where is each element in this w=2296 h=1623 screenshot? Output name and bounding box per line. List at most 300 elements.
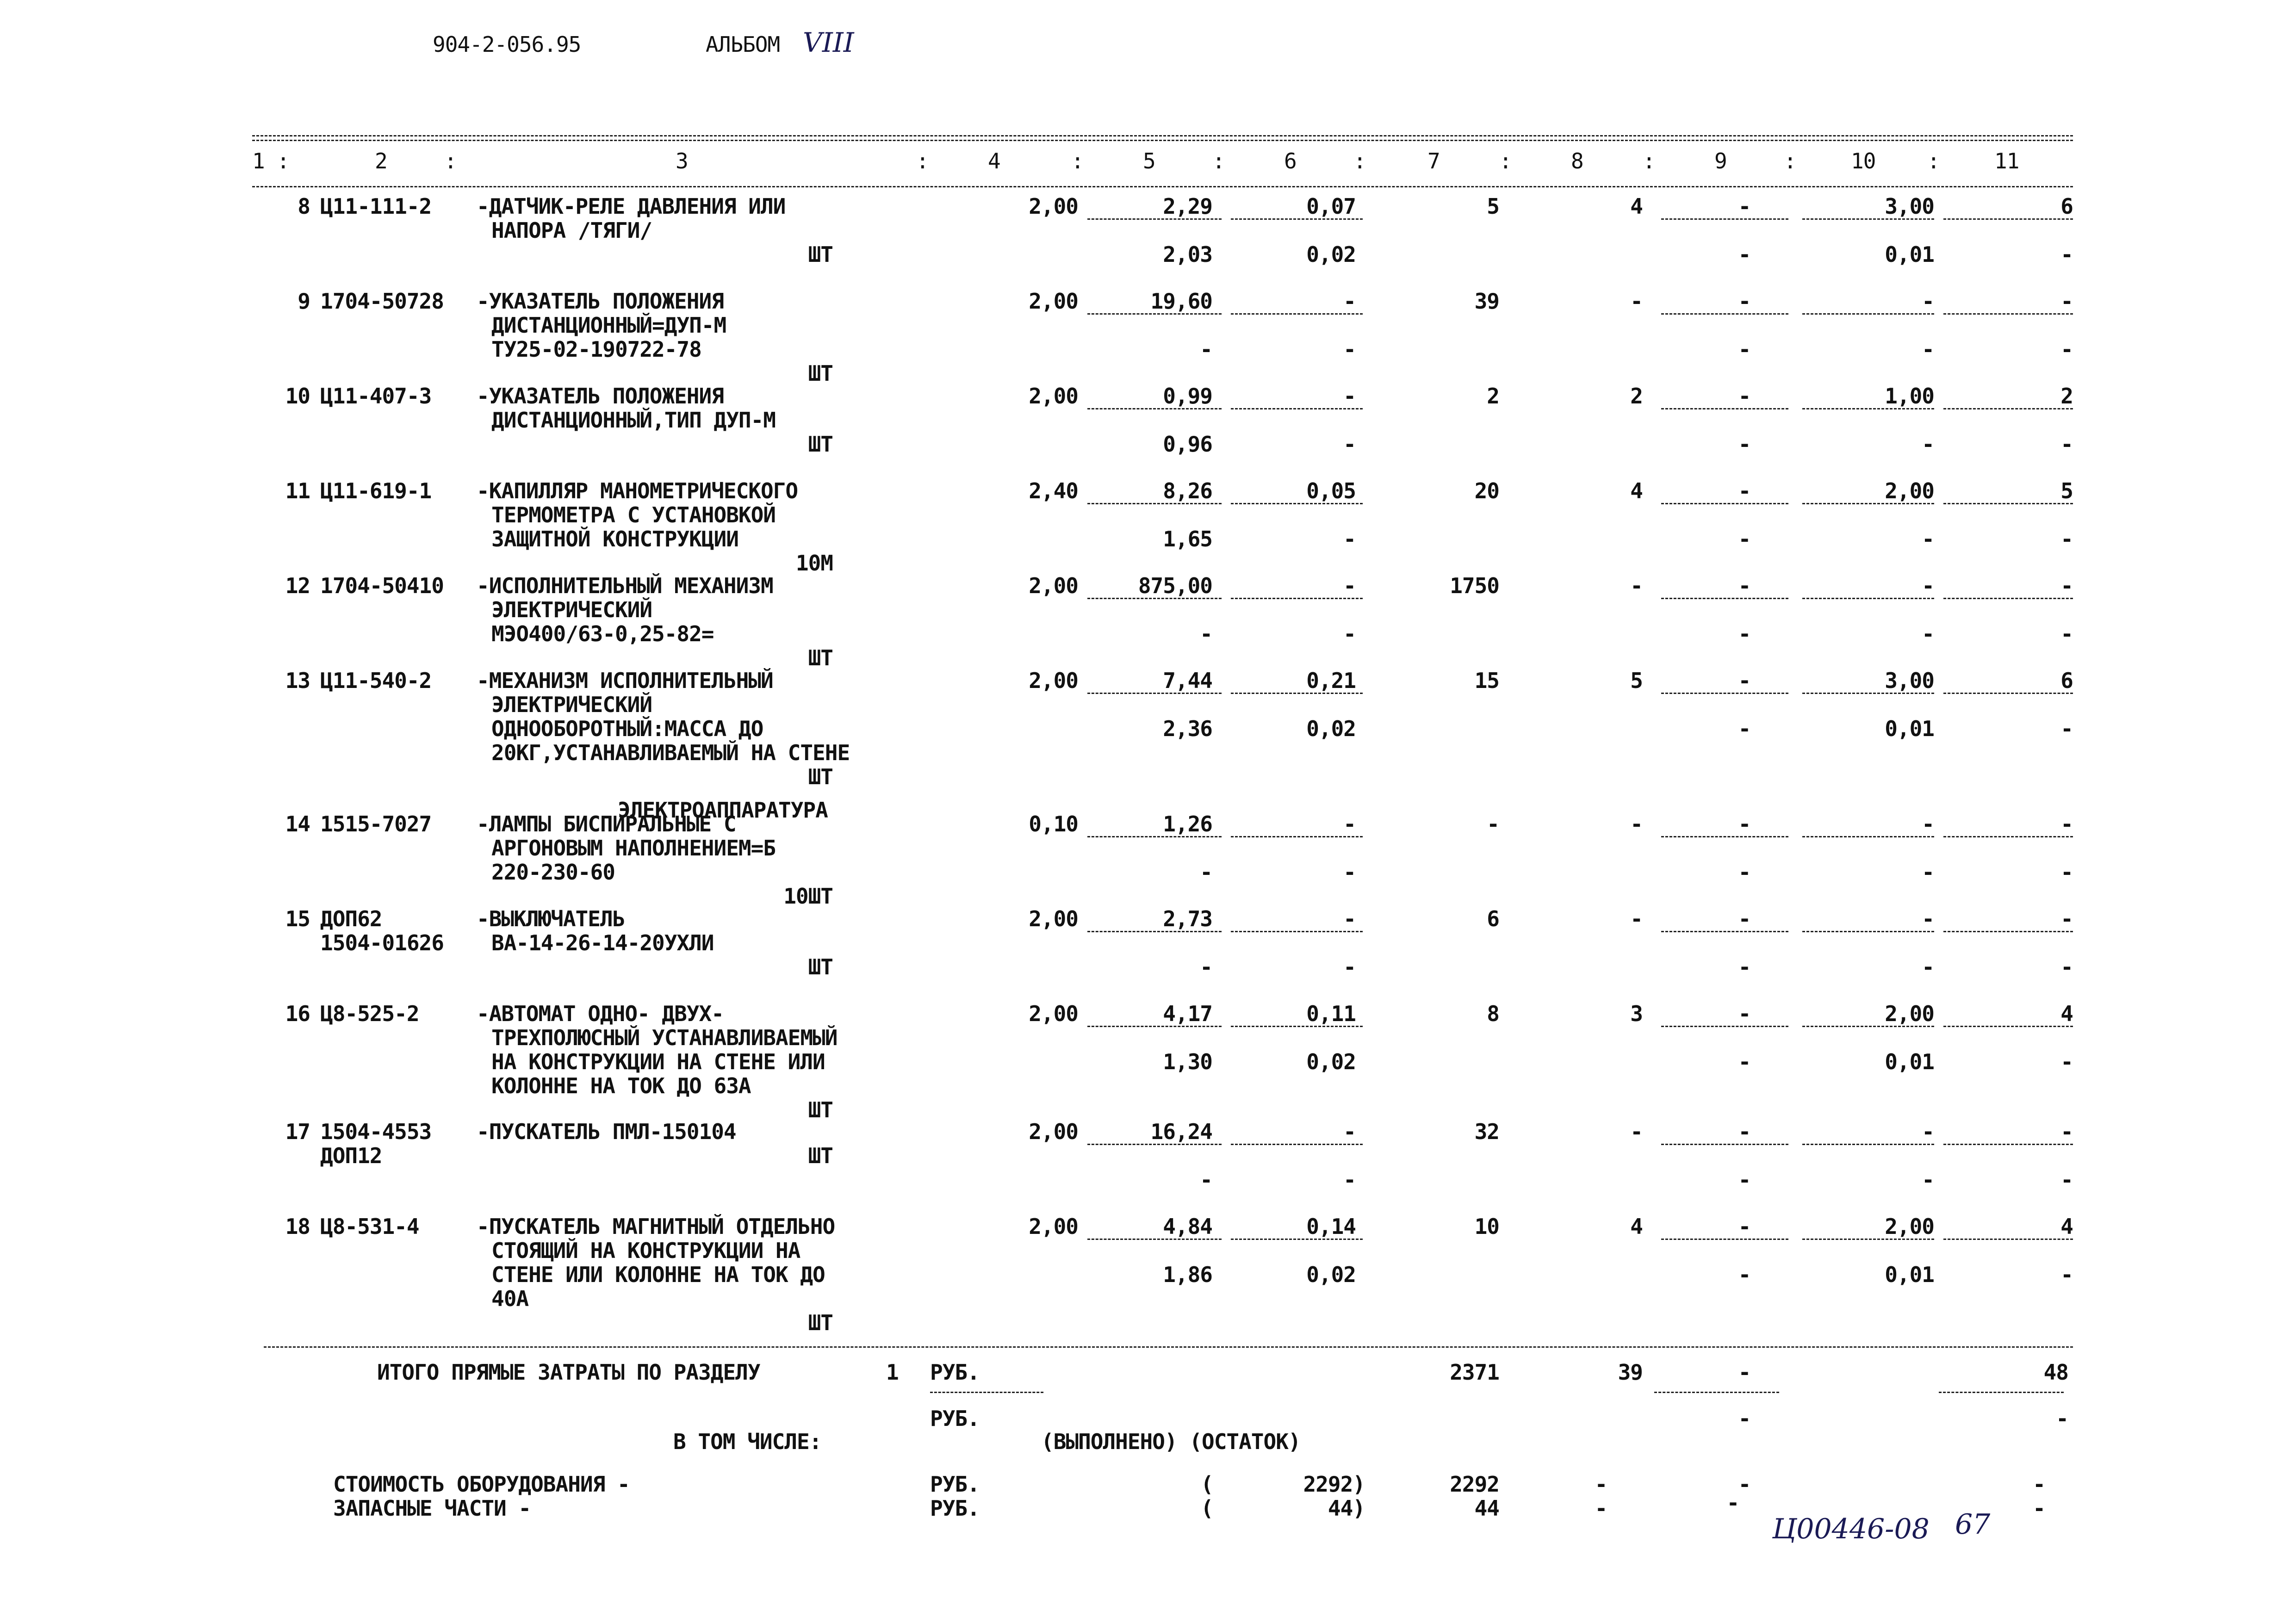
cell-divider <box>1802 598 1934 599</box>
cell-divider <box>1943 598 2073 599</box>
column-header: 1 : <box>252 149 290 173</box>
row-c8: - <box>1630 812 1643 836</box>
row-name-line: ТУ25-02-190722-78 <box>491 337 701 362</box>
column-header: 9 <box>1714 149 1727 173</box>
row-c11-bottom: - <box>2060 716 2073 741</box>
row-name-line: -УКАЗАТЕЛЬ ПОЛОЖЕНИЯ <box>477 384 724 409</box>
row-number: 18 <box>285 1214 310 1239</box>
row-c4: 2,00 <box>1029 573 1078 598</box>
row-c9-top: - <box>1738 289 1751 314</box>
row-name-line: -ДАТЧИК-РЕЛЕ ДАВЛЕНИЯ ИЛИ <box>477 194 786 219</box>
row-c6-bottom: 0,02 <box>1306 716 1356 741</box>
row-c5-bottom: 0,96 <box>1163 432 1212 457</box>
equipment-cost-done: 2292) <box>1303 1472 1365 1497</box>
row-c10-top: 3,00 <box>1885 668 1934 693</box>
row-c5-top: 8,26 <box>1163 478 1212 503</box>
row-c9-top: - <box>1738 194 1751 219</box>
row-c10-bottom: - <box>1922 860 1934 885</box>
equipment-cost-label: СТОИМОСТЬ ОБОРУДОВАНИЯ - <box>333 1472 630 1497</box>
row-c5-top: 19,60 <box>1150 289 1212 314</box>
cell-divider <box>1087 693 1222 694</box>
totals-label: ИТОГО ПРЯМЫЕ ЗАТРАТЫ ПО РАЗДЕЛУ <box>377 1360 760 1385</box>
row-c9-bottom: - <box>1738 860 1751 885</box>
row-c7: 32 <box>1474 1119 1499 1144</box>
row-name-line: ТРЕХПОЛЮСНЫЙ УСТАНАВЛИВАЕМЫЙ <box>491 1025 838 1050</box>
row-c11-top: 6 <box>2060 194 2073 219</box>
row-c11-top: - <box>2060 906 2073 931</box>
row-c5-top: 4,17 <box>1163 1001 1212 1026</box>
row-unit: ШТ <box>808 432 833 457</box>
row-c8: - <box>1630 1119 1643 1144</box>
row-code: Ц8-531-4 <box>320 1214 419 1239</box>
row-name-line: -ЛАМПЫ БИСПИРАЛЬНЫЕ С <box>477 812 736 836</box>
row-number: 15 <box>285 906 310 931</box>
equipment-cost-c7: 2292 <box>1450 1472 1499 1497</box>
row-c5-top: 2,73 <box>1163 906 1212 931</box>
row-c9-top: - <box>1738 384 1751 409</box>
totals-rule <box>264 1346 2073 1348</box>
row-c6-bottom: 0,02 <box>1306 1049 1356 1074</box>
row-c9-top: - <box>1738 1119 1751 1144</box>
row-c11-bottom: - <box>2060 954 2073 979</box>
including-label: В ТОМ ЧИСЛЕ: <box>673 1429 822 1454</box>
row-c9-bottom: - <box>1738 1262 1751 1287</box>
totals-c9b: - <box>1738 1406 1751 1431</box>
row-c8: 5 <box>1630 668 1643 693</box>
cell-divider <box>1087 218 1222 220</box>
cell-divider <box>1943 313 2073 315</box>
row-c10-top: - <box>1922 1119 1934 1144</box>
column-header: : <box>1643 149 1655 173</box>
row-c10-bottom: - <box>1922 1167 1934 1192</box>
row-code: 1704-50728 <box>320 289 444 314</box>
row-code: ДОП62 <box>320 906 382 931</box>
cell-divider <box>1231 1239 1363 1240</box>
row-name-line: -МЕХАНИЗМ ИСПОЛНИТЕЛЬНЫЙ <box>477 668 773 693</box>
row-c9-bottom: - <box>1738 716 1751 741</box>
row-c6-top: - <box>1343 573 1356 598</box>
row-c11-top: 4 <box>2060 1001 2073 1026</box>
header-top-rule <box>252 135 2073 136</box>
totals-c11b: - <box>2056 1406 2068 1431</box>
column-header: 11 <box>1994 149 2019 173</box>
row-number: 11 <box>285 478 310 503</box>
row-c10-top: 2,00 <box>1885 1214 1934 1239</box>
row-c10-bottom: - <box>1922 954 1934 979</box>
row-c8: 4 <box>1630 194 1643 219</box>
row-c10-top: 2,00 <box>1885 478 1934 503</box>
row-name-line: 40А <box>491 1286 529 1311</box>
row-c8: - <box>1630 573 1643 598</box>
row-c7: - <box>1487 812 1499 836</box>
row-name-line: -ПУСКАТЕЛЬ МАГНИТНЫЙ ОТДЕЛЬНО <box>477 1214 835 1239</box>
spare-parts-rub: РУБ. <box>930 1496 980 1521</box>
row-c11-bottom: - <box>2060 337 2073 362</box>
row-name-line: АРГОНОВЫМ НАПОЛНЕНИЕМ=Б <box>491 836 776 861</box>
row-name-line: НАПОРА /ТЯГИ/ <box>491 218 652 243</box>
row-name-line: ОДНООБОРОТНЫЙ:МАССА ДО <box>491 716 763 741</box>
album-label: АЛЬБОМ <box>706 32 780 57</box>
row-c5-top: 0,99 <box>1163 384 1212 409</box>
row-code: ДОП12 <box>320 1143 382 1168</box>
totals-sub-rule-c <box>1939 1392 2064 1393</box>
row-c9-top: - <box>1738 1214 1751 1239</box>
row-name-line: -ПУСКАТЕЛЬ ПМЛ-150104 <box>477 1119 736 1144</box>
spare-parts-done: 44) <box>1328 1496 1365 1521</box>
row-c6-bottom: 0,02 <box>1306 1262 1356 1287</box>
equipment-cost-rub: РУБ. <box>930 1472 980 1497</box>
cell-divider <box>1661 1026 1788 1027</box>
row-unit: ШТ <box>808 954 833 979</box>
row-c7: 1750 <box>1450 573 1499 598</box>
row-c10-top: - <box>1922 812 1934 836</box>
row-c9-bottom: - <box>1738 527 1751 551</box>
cell-divider <box>1087 408 1222 409</box>
row-name-line: СТОЯЩИЙ НА КОНСТРУКЦИИ НА <box>491 1238 800 1263</box>
row-c6-top: 0,21 <box>1306 668 1356 693</box>
equipment-cost-c11: - <box>2033 1472 2045 1497</box>
column-header: : <box>1927 149 1940 173</box>
cell-divider <box>1231 836 1363 837</box>
row-c5-bottom: - <box>1200 337 1212 362</box>
row-name-line: ВА-14-26-14-20УХЛИ <box>491 930 714 955</box>
row-c4: 2,00 <box>1029 194 1078 219</box>
column-header: : <box>916 149 929 173</box>
row-c4: 2,00 <box>1029 289 1078 314</box>
row-c6-bottom: - <box>1343 621 1356 646</box>
cell-divider <box>1661 313 1788 315</box>
row-name-line: ДИСТАНЦИОННЫЙ,ТИП ДУП-М <box>491 408 776 433</box>
column-header: 7 <box>1427 149 1440 173</box>
totals-sub-rule-a <box>930 1392 1043 1393</box>
row-c9-top: - <box>1738 812 1751 836</box>
totals-section: 1 <box>886 1360 899 1385</box>
row-c6-top: 0,05 <box>1306 478 1356 503</box>
row-c9-top: - <box>1738 478 1751 503</box>
row-number: 10 <box>285 384 310 409</box>
cell-divider <box>1231 408 1363 409</box>
row-c6-bottom: - <box>1343 337 1356 362</box>
row-c5-bottom: - <box>1200 860 1212 885</box>
cell-divider <box>1661 1144 1788 1145</box>
row-code: 1515-7027 <box>320 812 432 836</box>
cell-divider <box>1943 931 2073 932</box>
cell-divider <box>1661 836 1788 837</box>
row-c11-top: - <box>2060 573 2073 598</box>
row-c6-top: 0,07 <box>1306 194 1356 219</box>
cell-divider <box>1802 313 1934 315</box>
row-number: 13 <box>285 668 310 693</box>
row-number: 17 <box>285 1119 310 1144</box>
cell-divider <box>1802 836 1934 837</box>
cell-divider <box>1231 693 1363 694</box>
cell-divider <box>1802 408 1934 409</box>
row-c11-bottom: - <box>2060 1262 2073 1287</box>
row-c8: 4 <box>1630 1214 1643 1239</box>
cell-divider <box>1661 408 1788 409</box>
row-number: 16 <box>285 1001 310 1026</box>
row-code: Ц8-525-2 <box>320 1001 419 1026</box>
row-c9-top: - <box>1738 906 1751 931</box>
cell-divider <box>1943 1239 2073 1240</box>
row-c5-top: 7,44 <box>1163 668 1212 693</box>
row-unit: ШТ <box>808 645 833 670</box>
row-c11-top: - <box>2060 289 2073 314</box>
cell-divider <box>1661 503 1788 504</box>
totals-rub-1: РУБ. <box>930 1360 980 1385</box>
row-c11-top: - <box>2060 812 2073 836</box>
row-name-line: ДИСТАНЦИОННЫЙ=ДУП-М <box>491 313 726 338</box>
row-c6-bottom: - <box>1343 527 1356 551</box>
row-c5-bottom: - <box>1200 1167 1212 1192</box>
row-code: 1504-4553 <box>320 1119 432 1144</box>
column-header: : <box>1353 149 1366 173</box>
row-c9-bottom: - <box>1738 954 1751 979</box>
row-c7: 15 <box>1474 668 1499 693</box>
equipment-cost-c8: - <box>1595 1472 1607 1497</box>
row-c9-top: - <box>1738 668 1751 693</box>
cell-divider <box>1802 1026 1934 1027</box>
column-header: 8 <box>1571 149 1583 173</box>
column-header: : <box>1212 149 1225 173</box>
column-header: 5 <box>1143 149 1155 173</box>
cell-divider <box>1087 1144 1222 1145</box>
row-c6-bottom: 0,02 <box>1306 242 1356 267</box>
row-c11-bottom: - <box>2060 527 2073 551</box>
row-c11-bottom: - <box>2060 242 2073 267</box>
row-c10-top: 2,00 <box>1885 1001 1934 1026</box>
row-c10-top: - <box>1922 906 1934 931</box>
row-c7: 10 <box>1474 1214 1499 1239</box>
row-unit: ШТ <box>808 242 833 267</box>
column-header: 4 <box>988 149 1000 173</box>
cell-divider <box>1087 313 1222 315</box>
row-unit: ШТ <box>808 1143 833 1168</box>
row-name-line: -ВЫКЛЮЧАТЕЛЬ <box>477 906 625 931</box>
row-c4: 2,40 <box>1029 478 1078 503</box>
row-name-line: ЗАЩИТНОЙ КОНСТРУКЦИИ <box>491 527 738 551</box>
row-code: Ц11-407-3 <box>320 384 432 409</box>
cell-divider <box>1231 503 1363 504</box>
row-c4: 2,00 <box>1029 668 1078 693</box>
row-c6-top: - <box>1343 812 1356 836</box>
row-c10-bottom: 0,01 <box>1885 1049 1934 1074</box>
cell-divider <box>1231 313 1363 315</box>
row-c11-bottom: - <box>2060 1049 2073 1074</box>
row-c9-bottom: - <box>1738 1167 1751 1192</box>
cell-divider <box>1943 218 2073 220</box>
row-c5-top: 4,84 <box>1163 1214 1212 1239</box>
row-name-line: -КАПИЛЛЯР МАНОМЕТРИЧЕСКОГО <box>477 478 798 503</box>
done-remaining-label: (ВЫПОЛНЕНО) (ОСТАТОК) <box>1041 1429 1301 1454</box>
row-c6-top: - <box>1343 1119 1356 1144</box>
row-name-line: МЭО400/63-0,25-82= <box>491 621 714 646</box>
row-number: 8 <box>298 194 310 219</box>
row-c9-bottom: - <box>1738 337 1751 362</box>
row-c9-bottom: - <box>1738 621 1751 646</box>
row-c11-top: - <box>2060 1119 2073 1144</box>
row-name-line: ЭЛЕКТРИЧЕСКИЙ <box>491 597 652 622</box>
spare-parts-c8: - <box>1595 1496 1607 1521</box>
album-number: VIII <box>803 27 854 58</box>
row-c7: 5 <box>1487 194 1499 219</box>
totals-c11a: 48 <box>2043 1360 2068 1385</box>
column-header: : <box>1784 149 1796 173</box>
spare-parts-label: ЗАПАСНЫЕ ЧАСТИ - <box>333 1496 531 1521</box>
row-c10-bottom: - <box>1922 621 1934 646</box>
row-c11-bottom: - <box>2060 1167 2073 1192</box>
cell-divider <box>1802 1239 1934 1240</box>
column-header: : <box>444 149 457 173</box>
totals-c7: 2371 <box>1450 1360 1499 1385</box>
row-unit: 10М <box>795 551 833 576</box>
row-unit: ШТ <box>808 1097 833 1122</box>
cell-divider <box>1087 836 1222 837</box>
row-number: 12 <box>285 573 310 598</box>
totals-rub-2: РУБ. <box>930 1406 980 1431</box>
header-top-rule-2 <box>252 140 2073 141</box>
row-c6-top: - <box>1343 289 1356 314</box>
row-code: Ц11-619-1 <box>320 478 432 503</box>
row-c9-bottom: - <box>1738 1049 1751 1074</box>
totals-c8: 39 <box>1618 1360 1643 1385</box>
row-c8: - <box>1630 906 1643 931</box>
row-c5-top: 875,00 <box>1138 573 1212 598</box>
row-name-line: -АВТОМАТ ОДНО- ДВУХ- <box>477 1001 724 1026</box>
row-c6-top: 0,11 <box>1306 1001 1356 1026</box>
row-c6-bottom: - <box>1343 432 1356 457</box>
row-c11-top: 6 <box>2060 668 2073 693</box>
row-c10-bottom: 0,01 <box>1885 716 1934 741</box>
cell-divider <box>1661 1239 1788 1240</box>
row-name-line: 20КГ,УСТАНАВЛИВАЕМЫЙ НА СТЕНЕ <box>491 740 850 765</box>
row-unit: 10ШТ <box>783 884 833 909</box>
row-name-line: СТЕНЕ ИЛИ КОЛОННЕ НА ТОК ДО <box>491 1262 825 1287</box>
row-c9-bottom: - <box>1738 432 1751 457</box>
cell-divider <box>1661 598 1788 599</box>
row-c5-bottom: 1,65 <box>1163 527 1212 551</box>
handwritten-doc-code: Ц00446-08 <box>1772 1513 1930 1545</box>
row-c4: 2,00 <box>1029 1001 1078 1026</box>
cell-divider <box>1943 1026 2073 1027</box>
row-c11-bottom: - <box>2060 860 2073 885</box>
equipment-cost-paren: ( <box>1201 1472 1213 1497</box>
row-name-line: 220-230-60 <box>491 860 615 885</box>
cell-divider <box>1802 218 1934 220</box>
row-unit: ШТ <box>808 361 833 386</box>
row-c8: 3 <box>1630 1001 1643 1026</box>
column-header: 6 <box>1284 149 1297 173</box>
row-c5-bottom: 1,86 <box>1163 1262 1212 1287</box>
row-c9-bottom: - <box>1738 242 1751 267</box>
row-code: Ц11-111-2 <box>320 194 432 219</box>
row-c4: 2,00 <box>1029 906 1078 931</box>
column-header: : <box>1071 149 1084 173</box>
row-name-line: -УКАЗАТЕЛЬ ПОЛОЖЕНИЯ <box>477 289 724 314</box>
row-c5-bottom: - <box>1200 621 1212 646</box>
row-c6-top: - <box>1343 906 1356 931</box>
row-c11-top: 5 <box>2060 478 2073 503</box>
row-c5-bottom: 2,03 <box>1163 242 1212 267</box>
cell-divider <box>1231 218 1363 220</box>
row-c10-bottom: - <box>1922 432 1934 457</box>
column-header: 2 <box>375 149 387 173</box>
row-c10-bottom: 0,01 <box>1885 1262 1934 1287</box>
row-c5-top: 16,24 <box>1150 1119 1212 1144</box>
row-c6-bottom: - <box>1343 954 1356 979</box>
row-c10-bottom: - <box>1922 527 1934 551</box>
cell-divider <box>1943 408 2073 409</box>
row-name-line: ЭЛЕКТРИЧЕСКИЙ <box>491 692 652 717</box>
row-number: 9 <box>298 289 310 314</box>
cell-divider <box>1231 1026 1363 1027</box>
spare-parts-c9: - <box>1726 1490 1739 1515</box>
cell-divider <box>1802 693 1934 694</box>
totals-c9a: - <box>1738 1360 1751 1385</box>
row-c8: 2 <box>1630 384 1643 409</box>
row-c4: 0,10 <box>1029 812 1078 836</box>
row-name-line: -ИСПОЛНИТЕЛЬНЫЙ МЕХАНИЗМ <box>477 573 773 598</box>
row-c9-top: - <box>1738 573 1751 598</box>
cell-divider <box>1231 931 1363 932</box>
row-c7: 20 <box>1474 478 1499 503</box>
row-c5-top: 2,29 <box>1163 194 1212 219</box>
row-c10-bottom: 0,01 <box>1885 242 1934 267</box>
cell-divider <box>1087 503 1222 504</box>
column-header: : <box>1499 149 1512 173</box>
handwritten-page-number: 67 <box>1955 1508 1991 1541</box>
column-header: 10 <box>1851 149 1876 173</box>
row-c6-top: - <box>1343 384 1356 409</box>
document-code: 904-2-056.95 <box>433 32 581 57</box>
row-c11-bottom: - <box>2060 621 2073 646</box>
row-c7: 6 <box>1487 906 1499 931</box>
row-c6-bottom: - <box>1343 1167 1356 1192</box>
cell-divider <box>1802 931 1934 932</box>
row-code: 1504-01626 <box>320 930 444 955</box>
row-c10-bottom: - <box>1922 337 1934 362</box>
row-name-line: ТЕРМОМЕТРА С УСТАНОВКОЙ <box>491 502 776 527</box>
row-c4: 2,00 <box>1029 1119 1078 1144</box>
spare-parts-paren: ( <box>1201 1496 1213 1521</box>
cell-divider <box>1087 598 1222 599</box>
row-c8: - <box>1630 289 1643 314</box>
row-number: 14 <box>285 812 310 836</box>
row-c7: 39 <box>1474 289 1499 314</box>
row-c8: 4 <box>1630 478 1643 503</box>
cell-divider <box>1943 836 2073 837</box>
cell-divider <box>1661 931 1788 932</box>
row-c5-bottom: 2,36 <box>1163 716 1212 741</box>
row-c11-bottom: - <box>2060 432 2073 457</box>
row-c5-bottom: - <box>1200 954 1212 979</box>
row-unit: ШТ <box>808 1310 833 1335</box>
row-c10-top: 1,00 <box>1885 384 1934 409</box>
row-c4: 2,00 <box>1029 1214 1078 1239</box>
row-c6-bottom: - <box>1343 860 1356 885</box>
row-c11-top: 2 <box>2060 384 2073 409</box>
row-c6-top: 0,14 <box>1306 1214 1356 1239</box>
row-c5-top: 1,26 <box>1163 812 1212 836</box>
row-c10-top: - <box>1922 573 1934 598</box>
cell-divider <box>1802 1144 1934 1145</box>
cell-divider <box>1231 1144 1363 1145</box>
row-c9-top: - <box>1738 1001 1751 1026</box>
row-c10-top: - <box>1922 289 1934 314</box>
column-header: 3 <box>676 149 688 173</box>
row-c10-top: 3,00 <box>1885 194 1934 219</box>
equipment-cost-c9: - <box>1738 1472 1751 1497</box>
